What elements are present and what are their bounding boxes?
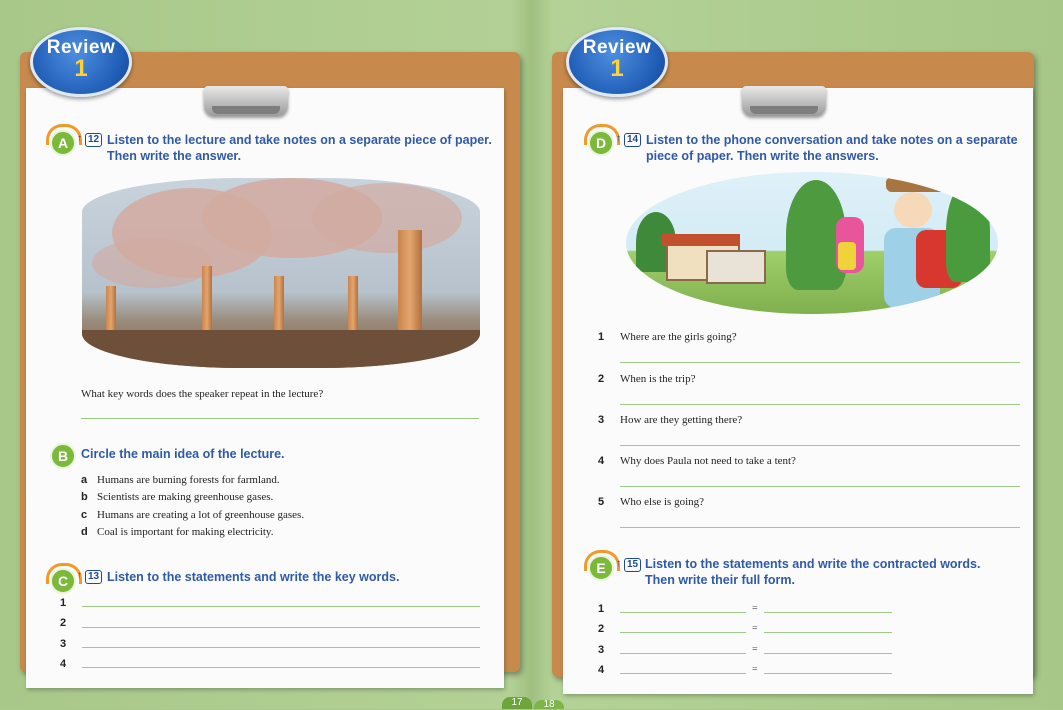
contraction-line[interactable] xyxy=(620,612,746,613)
track-arrow-icon: ↑ xyxy=(77,133,82,144)
section-d-instruction xyxy=(646,132,1018,164)
hiking-girls-illustration xyxy=(626,172,998,314)
contraction-line[interactable] xyxy=(620,632,746,633)
track-number-badge[interactable]: 15 xyxy=(624,558,641,572)
question-text: Who else is going? xyxy=(620,496,705,508)
answer-line[interactable] xyxy=(620,445,1020,446)
review-badge-number: 1 xyxy=(610,55,624,82)
option-text[interactable]: Humans are burning forests for farmland. xyxy=(97,474,280,486)
track-number-badge[interactable]: 13 xyxy=(85,570,102,584)
section-a-question: What key words does the speaker repeat in the lecture? xyxy=(81,388,324,400)
answer-line[interactable] xyxy=(620,404,1020,405)
equals-sign: = xyxy=(752,664,758,675)
section-e-letter: E xyxy=(588,555,614,581)
option-letter: d xyxy=(81,526,88,538)
track-number-badge[interactable]: 14 xyxy=(624,133,641,147)
review-badge-number: 1 xyxy=(74,55,88,82)
paper-clip-icon xyxy=(742,86,826,116)
section-a-letter: A xyxy=(50,130,76,156)
section-a-instruction-line2: Then write the answer. xyxy=(107,149,242,163)
review-badge-word: Review xyxy=(46,37,116,58)
item-number: 3 xyxy=(60,638,67,650)
section-a-instruction xyxy=(107,132,492,164)
question-number: 4 xyxy=(598,455,605,467)
factory-smokestacks-photo xyxy=(82,178,480,368)
answer-line[interactable] xyxy=(82,647,480,648)
section-e-instruction xyxy=(645,556,980,588)
answer-line[interactable] xyxy=(620,362,1020,363)
review-badge-left xyxy=(30,27,132,97)
section-d-letter: D xyxy=(588,130,614,156)
answer-line[interactable] xyxy=(620,527,1020,528)
section-a-instruction-line1: Listen to the lecture and take notes on a separate piece of paper. xyxy=(107,133,492,147)
contraction-line[interactable] xyxy=(620,653,746,654)
answer-line[interactable] xyxy=(81,418,479,419)
review-badge-right xyxy=(566,27,668,97)
question-number: 2 xyxy=(598,373,605,385)
track-arrow-icon: ↑ xyxy=(77,570,82,581)
section-b-instruction: Circle the main idea of the lecture. xyxy=(81,447,285,461)
paper-clip-icon xyxy=(204,86,288,116)
item-number: 2 xyxy=(60,617,67,629)
section-d-instruction-line1: Listen to the phone conversation and take notes on a separate xyxy=(646,133,1018,147)
item-number: 4 xyxy=(598,664,605,676)
equals-sign: = xyxy=(752,603,758,614)
section-e-instruction-line1: Listen to the statements and write the contracted words. xyxy=(645,557,981,571)
question-text: Why does Paula not need to take a tent? xyxy=(620,455,796,467)
answer-line[interactable] xyxy=(82,627,480,628)
full-form-line[interactable] xyxy=(764,612,892,613)
option-letter: a xyxy=(81,474,88,486)
full-form-line[interactable] xyxy=(764,632,892,633)
item-number: 3 xyxy=(598,644,605,656)
answer-line[interactable] xyxy=(620,486,1020,487)
track-arrow-icon: ↑ xyxy=(616,558,621,569)
answer-line[interactable] xyxy=(82,606,480,607)
section-d-instruction-line2: piece of paper. Then write the answers. xyxy=(646,149,879,163)
full-form-line[interactable] xyxy=(764,653,892,654)
question-number: 1 xyxy=(598,331,605,343)
option-text[interactable]: Coal is important for making electricity. xyxy=(97,526,274,538)
section-c-letter: C xyxy=(50,568,76,594)
question-text: When is the trip? xyxy=(620,373,696,385)
section-e-instruction-line2: Then write their full form. xyxy=(645,573,796,587)
item-number: 2 xyxy=(598,623,605,635)
equals-sign: = xyxy=(752,623,758,634)
item-number: 1 xyxy=(598,603,605,615)
question-number: 5 xyxy=(598,496,605,508)
question-text: Where are the girls going? xyxy=(620,331,737,343)
page-number-left: 17 xyxy=(502,697,532,709)
track-arrow-icon: ↑ xyxy=(616,133,621,144)
review-badge-word: Review xyxy=(582,37,652,58)
question-text: How are they getting there? xyxy=(620,414,743,426)
answer-line[interactable] xyxy=(82,667,480,668)
section-b-letter: B xyxy=(50,443,76,469)
track-number-badge[interactable]: 12 xyxy=(85,133,102,147)
option-text[interactable]: Humans are creating a lot of greenhouse gases. xyxy=(97,509,305,521)
full-form-line[interactable] xyxy=(764,673,892,674)
contraction-line[interactable] xyxy=(620,673,746,674)
equals-sign: = xyxy=(752,644,758,655)
item-number: 1 xyxy=(60,597,67,609)
item-number: 4 xyxy=(60,658,67,670)
question-number: 3 xyxy=(598,414,605,426)
section-c-instruction: Listen to the statements and write the key words. xyxy=(107,570,400,584)
page-number-right: 18 xyxy=(534,700,564,709)
option-letter: b xyxy=(81,491,88,503)
option-text[interactable]: Scientists are making greenhouse gases. xyxy=(97,491,274,503)
option-letter: c xyxy=(81,509,88,521)
